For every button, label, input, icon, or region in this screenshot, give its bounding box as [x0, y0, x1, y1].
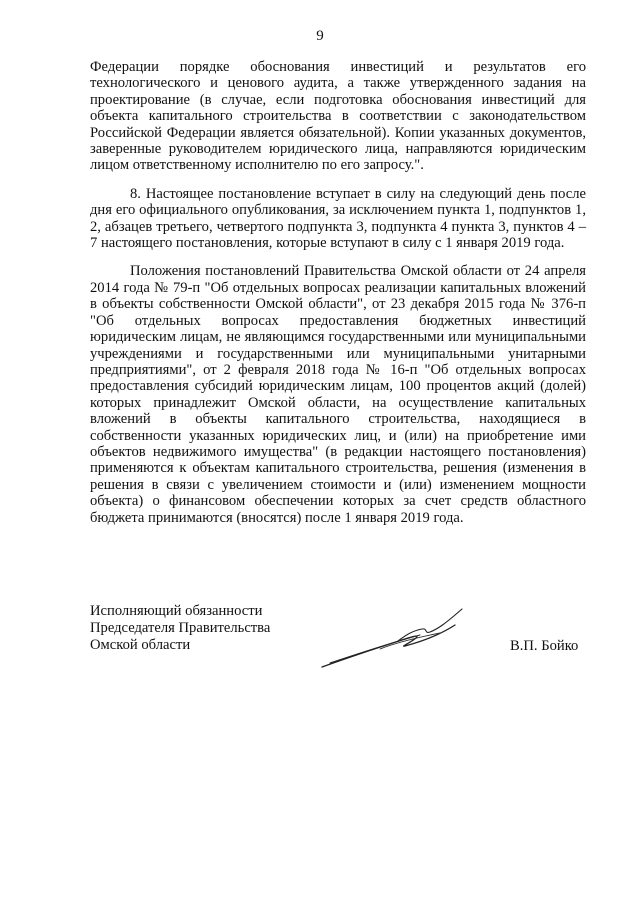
signatory-title-line3: Омской области — [90, 637, 191, 653]
paragraph-item-8: 8. Настоящее постановление вступает в силу на следующий день после дня его официального опубликования, за исключением пункта 1, подпунктов 1, 2, абзацев третьего, четвертого подпункта 3, подпункта 4 пункта 3, пунктов 4 – 7 настоящего постановления, которые вступают в силу с 1 января 2019 года. — [90, 185, 586, 252]
page-number: 9 — [316, 28, 324, 44]
signatory-title-line1: Исполняющий обязанности — [90, 603, 263, 619]
paragraph-continuation: Федерации порядке обоснования инвестиций и результатов его технологического и ценового аудита, а также утвержденного задания на проектирование (в случае, если подготовка обоснования инвестиций для объекта капитального строительства в соответствии с законодательством Российской Федерации является обязательной). Копии указанных документов, заверенные руководителем юридического лица, направляются юридическим лицом ответственному исполнителю по его запросу.". — [90, 59, 586, 174]
signatory-title-line2: Председателя Правительства — [90, 620, 271, 636]
signatory-title — [90, 603, 270, 654]
document-body — [90, 59, 586, 526]
signatory-name: В.П. Бойко — [510, 638, 579, 654]
handwritten-signature — [320, 605, 470, 675]
paragraph-provisions: Положения постановлений Правительства Омской области от 24 апреля 2014 года № 79-п "Об отдельных вопросах реализации капитальных вложений в объекты собственности Омской области", от 23 декабря 2015 года № 376-п "Об отдельных вопросах предоставления бюджетных инвестиций юридическим лицам, не являющимся государственными или муниципальными учреждениями и государственными или муниципальными унитарными предприятиями", от 2 февраля 2018 года № 16-п "Об отдельных вопросах предоставления субсидий юридическим лицам, 100 процентов акций (долей) которых принадлежит Омской области, на осуществление капитальных вложений в объекты капитального строительства, находящиеся в собственности указанных юридических лиц, и (или) на приобретение ими объектов недвижимого имущества" (в редакции настоящего постановления) применяются к объектам капитального строительства, решения (изменения в решения в связи с увеличением стоимости и (или) изменением мощности объекта) о финансовом обеспечении которых за счет средств областного бюджета принимаются (вносятся) после 1 января 2019 года. — [90, 263, 586, 526]
